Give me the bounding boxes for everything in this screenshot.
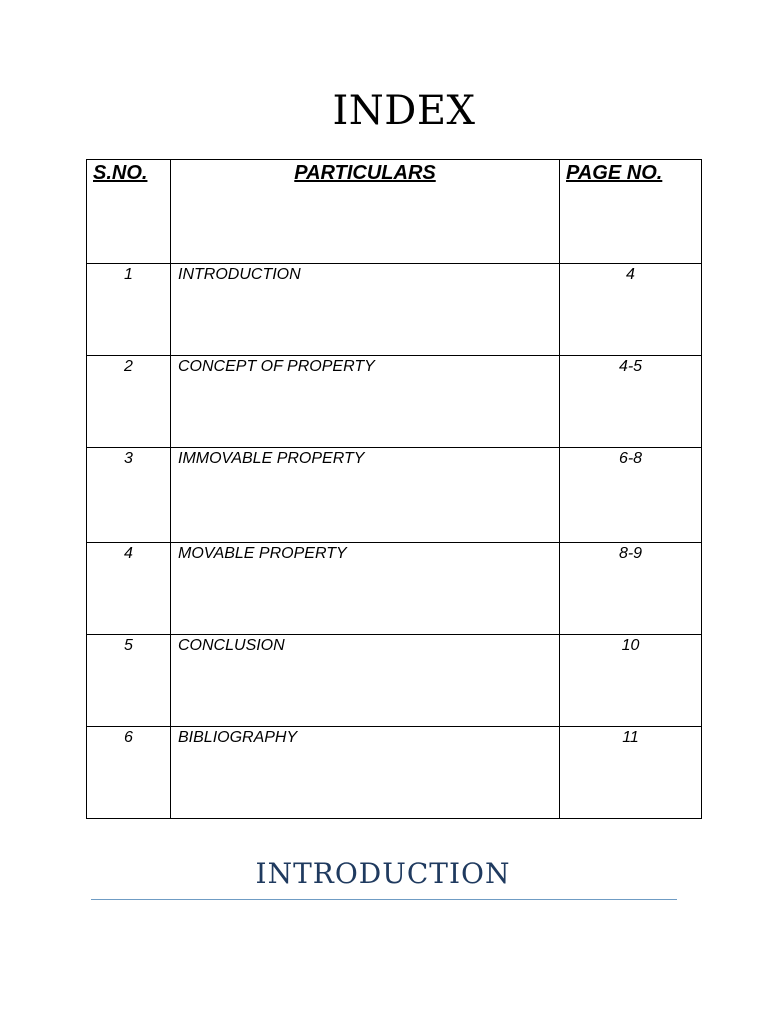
table-row [87, 543, 702, 635]
index-table [86, 159, 702, 819]
table-row [87, 727, 702, 819]
row-particulars: MOVABLE PROPERTY [171, 543, 560, 635]
table-row [87, 264, 702, 356]
section-divider [91, 899, 677, 900]
row-page-no: 10 [560, 635, 702, 727]
row-sno: 4 [87, 543, 171, 635]
row-page-no: 6-8 [560, 448, 702, 543]
row-particulars: INTRODUCTION [171, 264, 560, 356]
row-particulars: IMMOVABLE PROPERTY [171, 448, 560, 543]
header-page-no: PAGE NO. [560, 160, 702, 264]
row-particulars: CONCEPT OF PROPERTY [171, 356, 560, 448]
row-particulars: CONCLUSION [171, 635, 560, 727]
row-sno: 1 [87, 264, 171, 356]
section-heading: INTRODUCTION [255, 857, 511, 890]
row-page-no: 4-5 [560, 356, 702, 448]
row-sno: 5 [87, 635, 171, 727]
table-row [87, 356, 702, 448]
row-particulars: BIBLIOGRAPHY [171, 727, 560, 819]
row-sno: 3 [87, 448, 171, 543]
row-page-no: 11 [560, 727, 702, 819]
row-sno: 2 [87, 356, 171, 448]
table-row [87, 635, 702, 727]
row-page-no: 8-9 [560, 543, 702, 635]
table-header-row [87, 160, 702, 264]
header-sno: S.NO. [87, 160, 171, 264]
row-page-no: 4 [560, 264, 702, 356]
table-row [87, 448, 702, 543]
header-particulars: PARTICULARS [171, 160, 560, 264]
row-sno: 6 [87, 727, 171, 819]
page-title: INDEX [332, 88, 476, 134]
